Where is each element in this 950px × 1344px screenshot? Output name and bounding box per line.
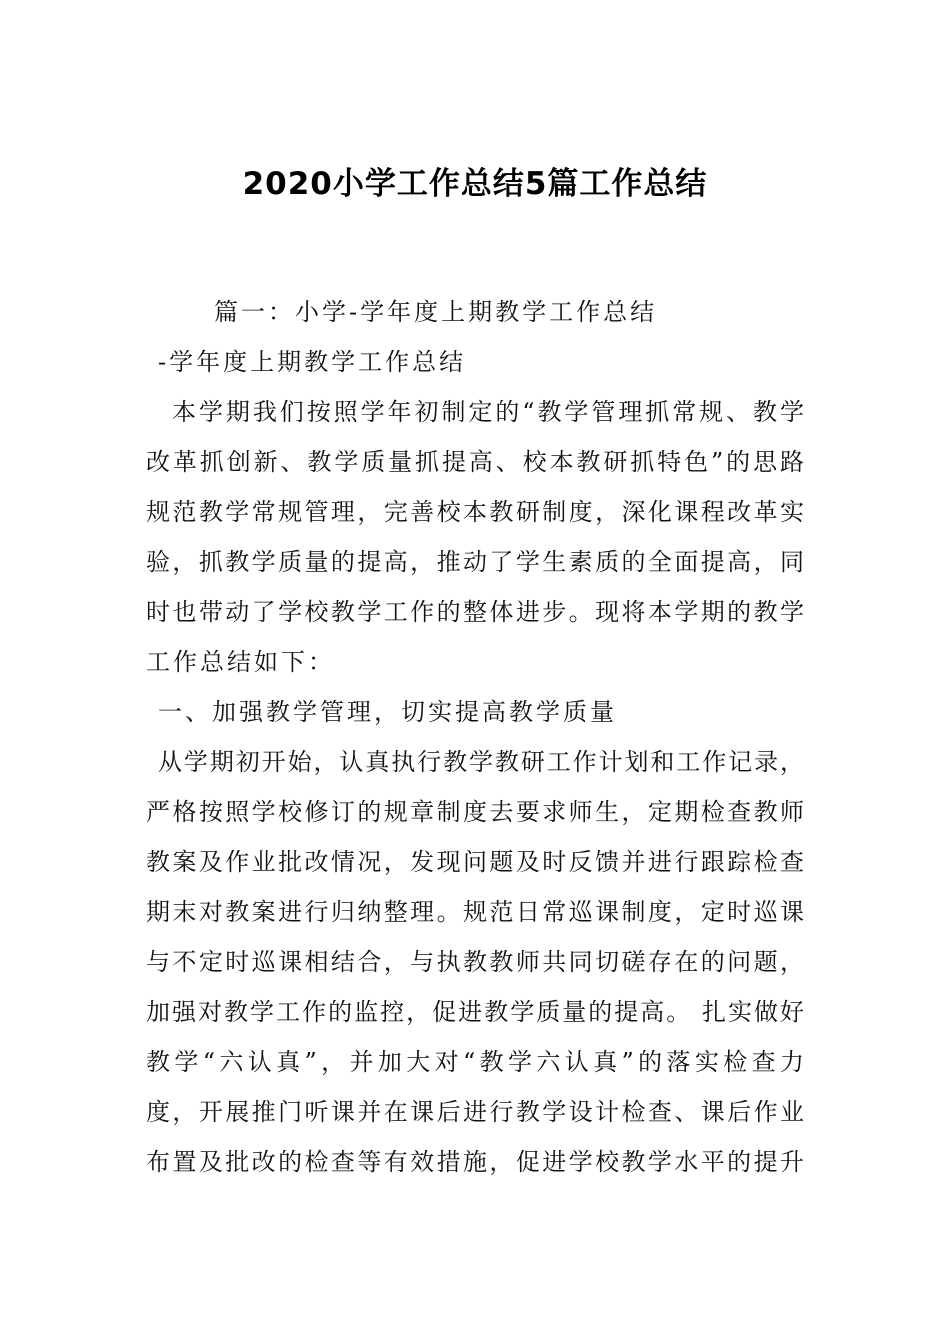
paragraph-line: 教学“六认真”，并加大对“教学六认真”的落实检查力 [146,1048,804,1076]
paragraph-line: 教案及作业批改情况，发现问题及时反馈并进行跟踪检查 [146,848,804,876]
paragraph-line: 本学期我们按照学年初制定的“教学管理抓常规、教学 [172,398,804,426]
paragraph-line: 改革抓创新、教学质量抓提高、校本教研抓特色”的思路 [146,448,804,476]
paragraph-line: 度，开展推门听课并在课后进行教学设计检查、课后作业 [146,1098,804,1126]
document-title: 2020小学工作总结5篇工作总结 [242,166,708,202]
paragraph-line: 从学期初开始，认真执行教学教研工作计划和工作记录， [158,748,804,776]
paragraph-line: 与不定时巡课相结合，与执教教师共同切磋存在的问题， [146,948,804,976]
section-heading-part-one: 篇一：小学-学年度上期教学工作总结 [214,298,658,326]
paragraph-line: 时也带动了学校教学工作的整体进步。现将本学期的教学 [146,598,804,626]
paragraph-line: 布置及批改的检查等有效措施，促进学校教学水平的提升 [146,1148,804,1176]
paragraph-line: 验，抓教学质量的提高，推动了学生素质的全面提高，同 [146,548,804,576]
subheading: -学年度上期教学工作总结 [158,348,467,376]
paragraph-line: 规范教学常规管理，完善校本教研制度，深化课程改革实 [146,498,804,526]
paragraph-line: 严格按照学校修订的规章制度去要求师生，定期检查教师 [146,798,804,826]
paragraph-line: 期末对教案进行归纳整理。规范日常巡课制度，定时巡课 [146,898,804,926]
paragraph-line: 加强对教学工作的监控，促进教学质量的提高。 扎实做好 [146,998,804,1026]
section-heading-one: 一、加强教学管理，切实提高教学质量 [158,698,617,726]
paragraph-line: 工作总结如下： [146,648,335,676]
